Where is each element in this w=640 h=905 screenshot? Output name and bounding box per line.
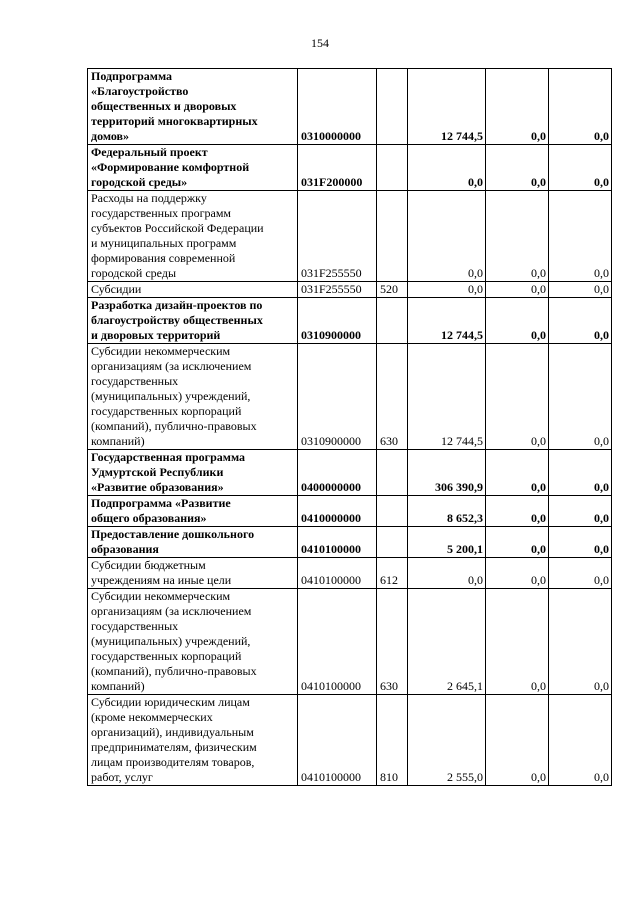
row-value-3-cell: 0,0: [549, 558, 612, 589]
table-row: [88, 695, 612, 786]
row-value-3-cell: 0,0: [549, 695, 612, 786]
row-name-cell: Субсидии некоммерческим организациям (за исключением государственных (муниципальных) учреждений, государственных корпораций (компаний), публично-правовых компаний): [88, 589, 298, 695]
row-expense-type-cell: [377, 145, 408, 191]
row-value-2-cell: 0,0: [486, 450, 549, 496]
row-value-1-cell: 5 200,1: [408, 527, 486, 558]
row-value-3-cell: 0,0: [549, 450, 612, 496]
row-value-3-cell: 0,0: [549, 69, 612, 145]
row-value-1-cell: 0,0: [408, 145, 486, 191]
row-code-cell: 0400000000: [298, 450, 377, 496]
table-row: [88, 282, 612, 298]
row-value-2-cell: 0,0: [486, 298, 549, 344]
table-row: [88, 145, 612, 191]
row-name-cell: Субсидии некоммерческим организациям (за исключением государственных (муниципальных) учреждений, государственных корпораций (компаний), публично-правовых компаний): [88, 344, 298, 450]
row-code-cell: 031F255550: [298, 282, 377, 298]
row-value-1-cell: 0,0: [408, 558, 486, 589]
row-code-cell: 0410100000: [298, 695, 377, 786]
page-number: 154: [311, 36, 329, 50]
row-code-cell: 0410100000: [298, 527, 377, 558]
row-code-cell: 0310900000: [298, 344, 377, 450]
row-value-3-cell: 0,0: [549, 191, 612, 282]
row-code-cell: 031F255550: [298, 191, 377, 282]
row-value-1-cell: 0,0: [408, 191, 486, 282]
row-name-cell: Подпрограмма «Развитие общего образования»: [88, 496, 298, 527]
row-value-1-cell: 12 744,5: [408, 344, 486, 450]
row-code-cell: 0410100000: [298, 589, 377, 695]
row-name-cell: Федеральный проект «Формирование комфортной городской среды»: [88, 145, 298, 191]
row-name-cell: Предоставление дошкольного образования: [88, 527, 298, 558]
row-code-cell: 031F200000: [298, 145, 377, 191]
row-code-cell: 0410000000: [298, 496, 377, 527]
table-row: [88, 496, 612, 527]
row-name-cell: Расходы на поддержку государственных программ субъектов Российской Федерации и муниципальных программ формирования современной городской среды: [88, 191, 298, 282]
table-row: [88, 298, 612, 344]
row-expense-type-cell: [377, 450, 408, 496]
row-value-1-cell: 306 390,9: [408, 450, 486, 496]
row-expense-type-cell: 630: [377, 589, 408, 695]
row-name-cell: Субсидии: [88, 282, 298, 298]
row-code-cell: 0310000000: [298, 69, 377, 145]
row-value-2-cell: 0,0: [486, 589, 549, 695]
row-value-1-cell: 8 652,3: [408, 496, 486, 527]
row-value-2-cell: 0,0: [486, 145, 549, 191]
row-code-cell: 0310900000: [298, 298, 377, 344]
row-expense-type-cell: 630: [377, 344, 408, 450]
row-expense-type-cell: [377, 496, 408, 527]
budget-table: [87, 68, 612, 786]
row-code-cell: 0410100000: [298, 558, 377, 589]
row-expense-type-cell: [377, 298, 408, 344]
table-row: [88, 450, 612, 496]
row-expense-type-cell: [377, 191, 408, 282]
row-name-cell: Государственная программа Удмуртской Республики «Развитие образования»: [88, 450, 298, 496]
row-value-3-cell: 0,0: [549, 282, 612, 298]
row-value-1-cell: 12 744,5: [408, 69, 486, 145]
row-name-cell: Разработка дизайн-проектов по благоустройству общественных и дворовых территорий: [88, 298, 298, 344]
row-expense-type-cell: 612: [377, 558, 408, 589]
table-row: [88, 344, 612, 450]
row-value-1-cell: 2 555,0: [408, 695, 486, 786]
row-value-2-cell: 0,0: [486, 344, 549, 450]
table-row: [88, 527, 612, 558]
row-value-3-cell: 0,0: [549, 589, 612, 695]
table-row: [88, 589, 612, 695]
row-value-3-cell: 0,0: [549, 527, 612, 558]
row-expense-type-cell: [377, 69, 408, 145]
row-value-3-cell: 0,0: [549, 145, 612, 191]
row-name-cell: Подпрограмма «Благоустройство общественных и дворовых территорий многоквартирных домов»: [88, 69, 298, 145]
row-name-cell: Субсидии юридическим лицам (кроме некоммерческих организаций), индивидуальным предпринимателям, физическим лицам производителям товаров, работ, услуг: [88, 695, 298, 786]
table-row: [88, 191, 612, 282]
table-row: [88, 558, 612, 589]
row-name-cell: Субсидии бюджетным учреждениям на иные цели: [88, 558, 298, 589]
row-value-2-cell: 0,0: [486, 695, 549, 786]
budget-table-body: [88, 69, 612, 786]
row-value-3-cell: 0,0: [549, 344, 612, 450]
row-value-2-cell: 0,0: [486, 496, 549, 527]
row-expense-type-cell: 520: [377, 282, 408, 298]
row-value-3-cell: 0,0: [549, 496, 612, 527]
row-value-1-cell: 0,0: [408, 282, 486, 298]
row-value-2-cell: 0,0: [486, 282, 549, 298]
row-value-2-cell: 0,0: [486, 191, 549, 282]
row-expense-type-cell: [377, 527, 408, 558]
row-value-1-cell: 2 645,1: [408, 589, 486, 695]
table-row: [88, 69, 612, 145]
row-value-2-cell: 0,0: [486, 527, 549, 558]
row-value-1-cell: 12 744,5: [408, 298, 486, 344]
row-value-2-cell: 0,0: [486, 558, 549, 589]
row-value-2-cell: 0,0: [486, 69, 549, 145]
row-expense-type-cell: 810: [377, 695, 408, 786]
row-value-3-cell: 0,0: [549, 298, 612, 344]
